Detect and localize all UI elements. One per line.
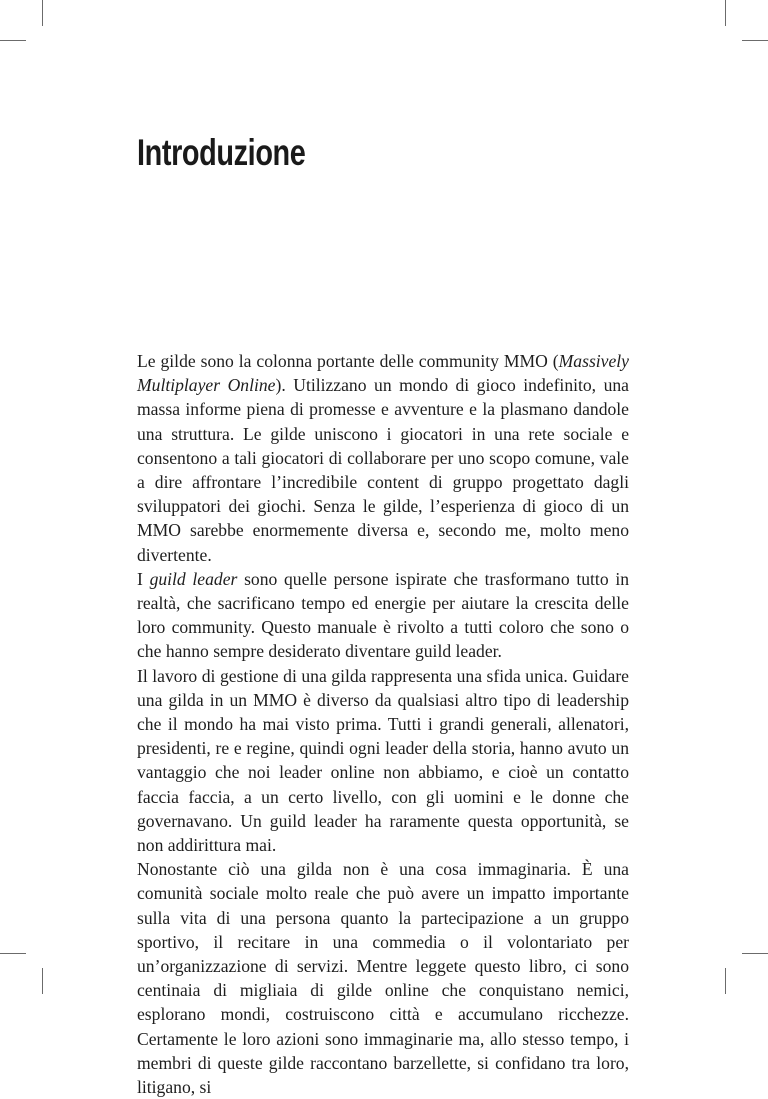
body-text: [137, 349, 629, 1099]
paragraph: [137, 857, 629, 1099]
crop-mark: [742, 40, 768, 41]
text-run: Nonostante ciò una gilda non è una cosa immaginaria. È una comunità sociale molto reale che può avere un impatto importante sulla vita di una persona quanto la partecipazione a un gruppo sportivo, il recitare in una commedia o il volontariato per un’organizzazione di servizi. Mentre leggete questo libro, ci sono centinaia di migliaia di gilde online che conquistano nemici, esplorano mondi, costruiscono città e accumulano ricchezze. Certamente le loro azioni sono immaginarie ma, allo stesso tempo, i membri di queste gilde raccontano barzellette, si confidano tra loro, litigano, si: [137, 859, 629, 1098]
crop-mark: [0, 953, 26, 954]
italic-text: Massively Multiplayer Online: [137, 351, 629, 396]
paragraph: [137, 664, 629, 858]
crop-mark: [0, 40, 26, 41]
crop-mark: [42, 0, 43, 26]
italic-text: guild leader: [149, 568, 238, 589]
crop-mark: [725, 968, 726, 994]
text-run: Le gilde sono la colonna portante delle community MMO (: [137, 351, 559, 371]
chapter-title: Introduzione: [137, 132, 306, 173]
paragraph: [137, 567, 629, 664]
text-run: ). Utilizzano un mondo di gioco indefinito, una massa informe piena di promesse e avventure e la plasmano dandole una struttura. Le gilde uniscono i giocatori in una rete sociale e consentono a tali giocatori di collaborare per uno scopo comune, vale a dire affrontare l’incredibile content di gruppo progettato dagli sviluppatori dei giochi. Senza le gilde, l’esperienza di gioco di un MMO sarebbe enormemente diversa e, secondo me, molto meno divertente.: [137, 375, 629, 565]
crop-mark: [725, 0, 726, 26]
text-run: Il lavoro di gestione di una gilda rappresenta una sfida unica. Guidare una gilda in un MMO è diverso da qualsiasi altro tipo di leadership che il mondo ha mai visto prima. Tutti i grandi generali, allenatori, presidenti, re e regine, quindi ogni leader della storia, hanno avuto un vantaggio che noi leader online non abbiamo, e cioè un contatto faccia faccia, a un certo livello, con gli uomini e le donne che governavano. Un guild leader ha raramente questa opportunità, se non addirittura mai.: [137, 665, 629, 856]
crop-mark: [42, 968, 43, 994]
crop-mark: [742, 953, 768, 954]
text-run: sono quelle persone ispirate che trasformano tutto in realtà, che sacrificano tempo ed energie per aiutare la crescita delle loro community. Questo manuale è rivolto a tutti coloro che sono o che hanno sempre desiderato diventare guild leader.: [137, 568, 629, 662]
paragraph: [137, 349, 629, 567]
text-run: I: [137, 568, 150, 589]
